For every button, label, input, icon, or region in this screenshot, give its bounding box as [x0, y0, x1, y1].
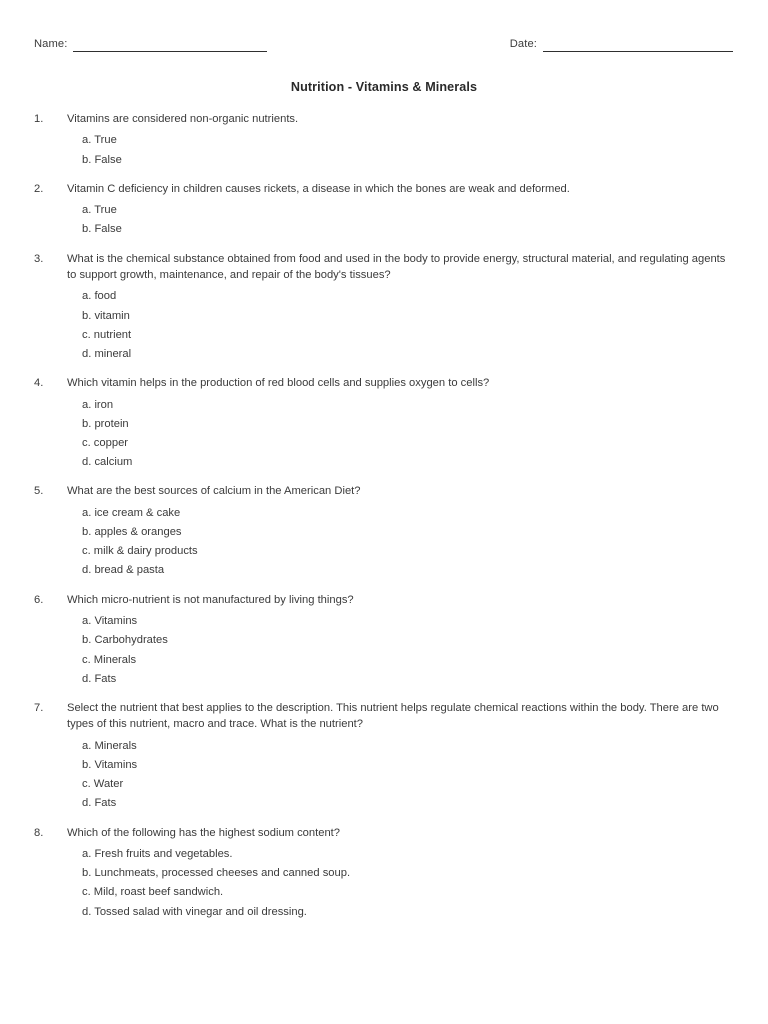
answer-options — [34, 396, 731, 473]
answer-option[interactable]: b. False — [82, 153, 122, 166]
question-block — [34, 700, 731, 814]
answer-options — [34, 131, 731, 169]
worksheet-header — [34, 34, 733, 52]
question-prompt — [34, 825, 731, 841]
question-number: 5. — [34, 485, 44, 498]
question-text: Which vitamin helps in the production of red blood cells and supplies oxygen to cells? — [67, 377, 490, 390]
question-block — [34, 825, 731, 922]
date-label: Date: — [509, 38, 537, 50]
answer-option[interactable]: b. Vitamins — [82, 758, 138, 771]
answer-option[interactable]: d. bread & pasta — [82, 564, 165, 577]
question-prompt — [34, 111, 731, 127]
answer-option[interactable]: c. Mild, roast beef sandwich. — [82, 886, 224, 899]
answer-option[interactable]: a. True — [82, 204, 117, 217]
answer-options — [34, 737, 731, 814]
answer-option[interactable]: c. copper — [82, 437, 129, 450]
answer-option[interactable]: d. calcium — [82, 456, 133, 469]
question-number: 4. — [34, 377, 44, 390]
question-number: 2. — [34, 182, 44, 195]
question-prompt — [34, 251, 731, 284]
answer-option[interactable]: b. Lunchmeats, processed cheeses and canned soup. — [82, 867, 351, 880]
question-block — [34, 375, 731, 472]
answer-options — [34, 504, 731, 581]
answer-option[interactable]: b. False — [82, 223, 122, 236]
question-text: Vitamins are considered non-organic nutrients. — [67, 113, 299, 125]
page-title: Nutrition - Vitamins & Minerals — [290, 80, 478, 94]
answer-options — [34, 612, 731, 689]
date-field[interactable] — [510, 38, 733, 52]
answer-option[interactable]: a. Fresh fruits and vegetables. — [82, 847, 233, 860]
question-number: 1. — [34, 113, 44, 125]
question-prompt — [34, 181, 731, 197]
question-number: 3. — [34, 252, 44, 265]
answer-option[interactable]: d. mineral — [82, 348, 132, 361]
question-list — [34, 111, 731, 933]
question-text: What are the best sources of calcium in the American Diet? — [67, 485, 361, 498]
question-prompt — [34, 592, 731, 608]
answer-option[interactable]: c. nutrient — [82, 328, 132, 341]
question-text: Which micro-nutrient is not manufactured by living things? — [67, 593, 354, 606]
question-block — [34, 181, 731, 240]
answer-option[interactable]: b. Carbohydrates — [82, 634, 168, 647]
answer-option[interactable]: a. Vitamins — [82, 615, 138, 628]
answer-options — [34, 845, 731, 922]
answer-option[interactable]: d. Tossed salad with vinegar and oil dressing. — [82, 905, 307, 918]
answer-option[interactable]: b. vitamin — [82, 309, 130, 322]
question-prompt — [34, 483, 731, 499]
answer-option[interactable]: c. Water — [82, 778, 124, 791]
question-number: 8. — [34, 826, 44, 839]
answer-option[interactable]: a. food — [82, 290, 117, 303]
answer-option[interactable]: c. milk & dairy products — [82, 545, 198, 558]
question-text: Which of the following has the highest sodium content? — [67, 826, 341, 839]
question-number: 6. — [34, 593, 44, 606]
name-write-line[interactable] — [73, 41, 267, 52]
question-text: Select the nutrient that best applies to the description. This nutrient helps regulate chemical reactions within the body. There are two types of this nutrient, macro and trace. What is the nutrient? — [67, 701, 719, 731]
answer-option[interactable]: b. apples & oranges — [82, 526, 182, 539]
question-block — [34, 111, 731, 170]
question-prompt — [34, 700, 731, 733]
answer-option[interactable]: a. iron — [82, 398, 114, 411]
question-text: What is the chemical substance obtained from food and used in the body to provide energy, structural material, and regulating agents to support growth, maintenance, and repair of the body's tissues? — [67, 252, 726, 282]
answer-option[interactable]: b. protein — [82, 417, 129, 430]
question-text: Vitamin C deficiency in children causes rickets, a disease in which the bones are weak and deformed. — [67, 182, 570, 195]
answer-option[interactable]: d. Fats — [82, 672, 117, 685]
question-prompt — [34, 375, 731, 391]
answer-option[interactable]: a. Minerals — [82, 739, 137, 752]
question-number: 7. — [34, 701, 44, 714]
date-write-line[interactable] — [543, 41, 733, 52]
answer-option[interactable]: a. True — [82, 134, 117, 147]
answer-option[interactable]: d. Fats — [82, 797, 117, 810]
answer-options — [34, 201, 731, 239]
question-block — [34, 483, 731, 580]
name-field[interactable] — [34, 38, 267, 52]
question-block — [34, 592, 731, 689]
answer-option[interactable]: c. Minerals — [82, 653, 137, 666]
answer-option[interactable]: a. ice cream & cake — [82, 506, 181, 519]
answer-options — [34, 287, 731, 364]
question-block — [34, 251, 731, 365]
name-label: Name: — [34, 38, 68, 50]
